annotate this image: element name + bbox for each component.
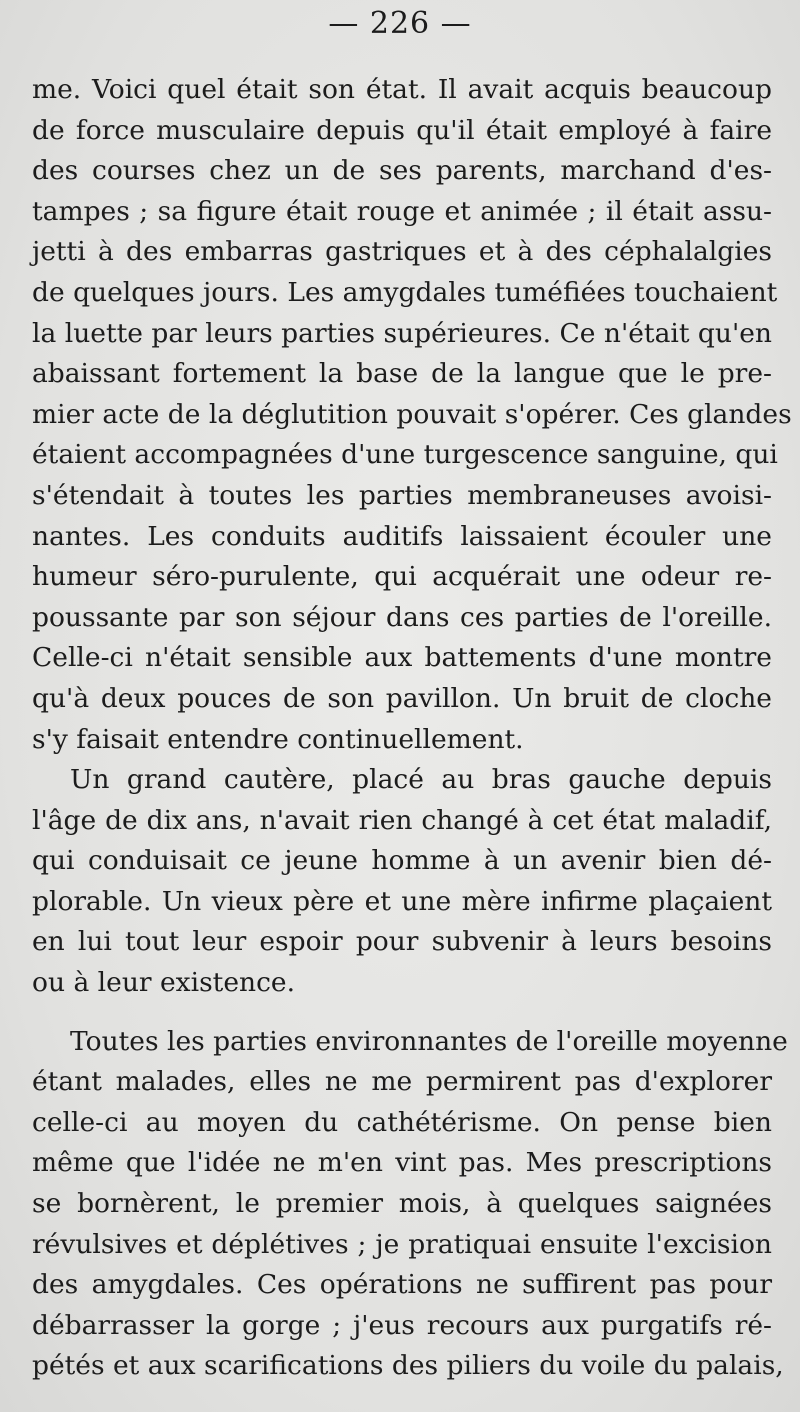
text-line: révulsives et déplétives ; je pratiquai ensuite l'excision	[32, 1228, 772, 1260]
text-line: abaissant fortement la base de la langue que le pre-	[32, 358, 772, 390]
text-line: s'étendait à toutes les parties membraneuses avoisi-	[32, 479, 772, 511]
text-line: Toutes les parties environnantes de l'oreille moyenne	[70, 1025, 788, 1057]
text-line: étaient accompagnées d'une turgescence sanguine, qui	[32, 439, 778, 471]
text-line: poussante par son séjour dans ces parties de l'oreille.	[32, 601, 772, 633]
text-line: tampes ; sa figure était rouge et animée ; il était assu-	[32, 195, 772, 227]
text-line: ou à leur existence.	[32, 967, 296, 999]
text-line: même que l'idée ne m'en vint pas. Mes prescriptions	[32, 1147, 772, 1179]
text-line: nantes. Les conduits auditifs laissaient écouler une	[32, 520, 772, 552]
text-line: se bornèrent, le premier mois, à quelques saignées	[32, 1188, 772, 1220]
text-line: de force musculaire depuis qu'il était employé à faire	[32, 114, 772, 146]
paragraph-1	[32, 70, 792, 760]
text-line: Celle-ci n'était sensible aux battements d'une montre	[32, 642, 772, 674]
paragraph-2	[32, 760, 772, 1004]
paragraph-3	[32, 1022, 788, 1387]
text-line: Un grand cautère, placé au bras gauche depuis	[70, 764, 772, 796]
text-line: s'y faisait entendre continuellement.	[32, 723, 524, 755]
text-line: jetti à des embarras gastriques et à des céphalalgies	[32, 236, 772, 268]
page-number-header: — 226 —	[328, 6, 472, 41]
text-line: la luette par leurs parties supérieures. Ce n'était qu'en	[32, 317, 772, 349]
text-line: qui conduisait ce jeune homme à un avenir bien dé-	[32, 845, 772, 877]
text-line: étant malades, elles ne me permirent pas d'explorer	[32, 1066, 772, 1098]
text-line: plorable. Un vieux père et une mère infirme plaçaient	[32, 885, 772, 917]
text-line: celle-ci au moyen du cathétérisme. On pense bien	[32, 1106, 772, 1138]
body-text	[32, 70, 792, 1387]
text-line: me. Voici quel était son état. Il avait acquis beaucoup	[32, 74, 772, 105]
text-line: de quelques jours. Les amygdales tuméfiées touchaient	[32, 276, 778, 308]
text-line: débarrasser la gorge ; j'eus recours aux purgatifs ré-	[32, 1309, 772, 1341]
text-line: mier acte de la déglutition pouvait s'opérer. Ces glandes	[32, 398, 792, 430]
text-line: des courses chez un de ses parents, marchand d'es-	[32, 155, 772, 187]
text-line: des amygdales. Ces opérations ne suffirent pas pour	[32, 1269, 772, 1301]
text-line: humeur séro-purulente, qui acquérait une odeur re-	[32, 561, 772, 593]
text-line: qu'à deux pouces de son pavillon. Un bruit de cloche	[32, 682, 772, 714]
text-line: en lui tout leur espoir pour subvenir à leurs besoins	[32, 926, 772, 958]
text-line: pétés et aux scarifications des piliers du voile du palais,	[32, 1350, 784, 1382]
text-line: l'âge de dix ans, n'avait rien changé à cet état maladif,	[32, 804, 772, 836]
